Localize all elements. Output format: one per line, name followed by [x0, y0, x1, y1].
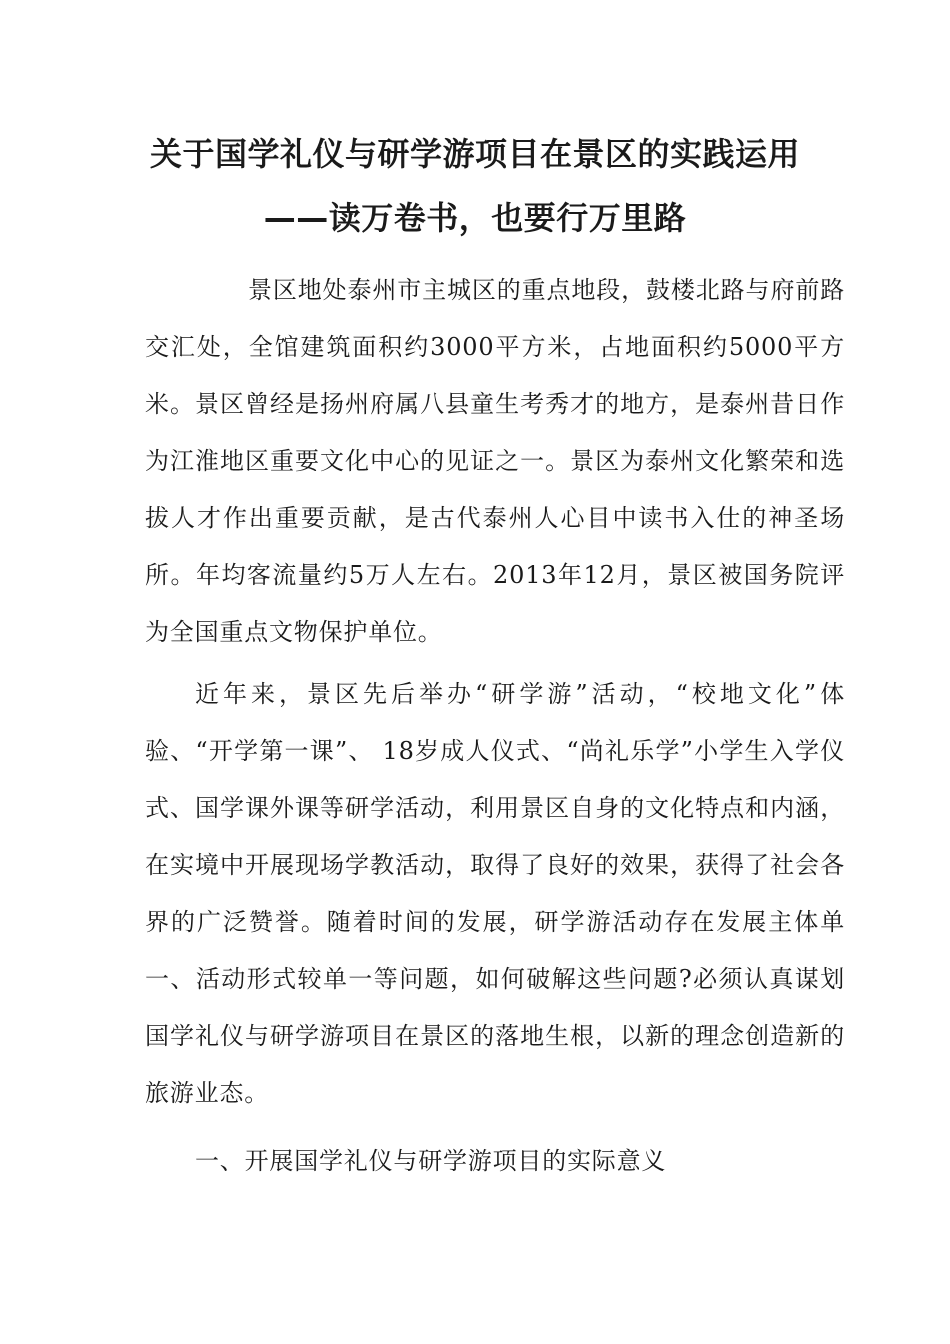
section-heading: 一、开展国学礼仪与研学游项目的实际意义 — [195, 1147, 667, 1175]
paragraph-recent-activities: 近年来，景区先后举办“研学游”活动，“校地文化”体验、“开学第一课”、 18岁成人仪式、“尚礼乐学”小学生入学仪式、国学课外课等研学活动，利用景区自身的文化特点和内涵，在实境中开展现场学教活动，取得了良好的效果，获得了社会各界的广泛赞誉。随着时间的发展，研学游活动存在发展主体单一、活动形式较单一等问题，如何破解这些问题?必须认真谋划国学礼仪与研学游项目在景区的落地生根，以新的理念创造新的旅游业态。 — [145, 680, 845, 1107]
document-subtitle: ——读万卷书，也要行万里路 — [263, 199, 687, 237]
document-title: 关于国学礼仪与研学游项目在景区的实践运用 — [149, 135, 800, 173]
paragraph-intro: 景区地处泰州市主城区的重点地段，鼓楼北路与府前路交汇处，全馆建筑面积约3000平方米，占地面积约5000平方米。景区曾经是扬州府属八县童生考秀才的地方，是泰州昔日作为江淮地区重要文化中心的见证之一。景区为泰州文化繁荣和选拔人才作出重要贡献，是古代泰州人心目中读书入仕的神圣场所。年均客流量约5万人左右。2013年12月，景区被国务院评为全国重点文物保护单位。 — [145, 276, 845, 646]
